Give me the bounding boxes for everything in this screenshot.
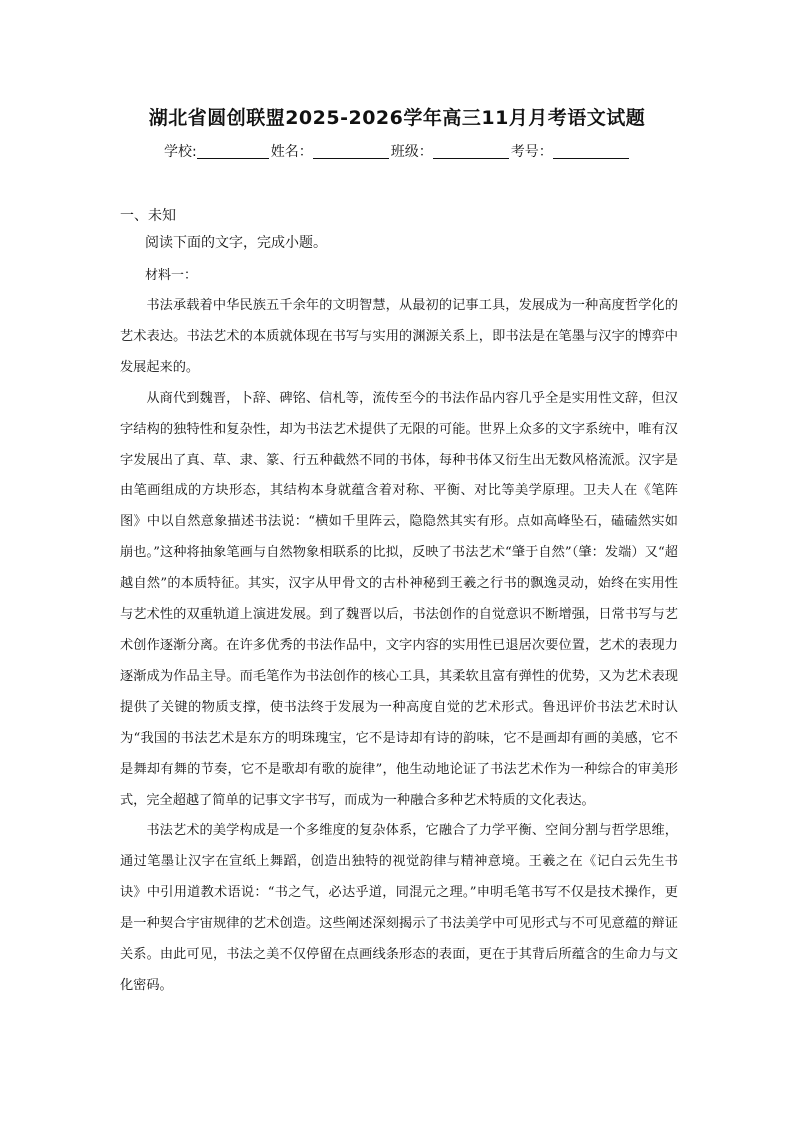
passage-paragraph: 从商代到魏晋，卜辞、碑铭、信札等，流传至今的书法作品内容几乎全是实用性文辞，但汉字结构的独特性和复杂性，却为书法艺术提供了无限的可能。世界上众多的文字系统中，唯有汉字发展出了真、草、隶、篆、行五种截然不同的书体，每种书体又衍生出无数风格流派。汉字是由笔画组成的方块形态，其结构本身就蕴含着对称、平衡、对比等美学原理。卫夫人在《笔阵图》中以自然意象描述书法说：“横如千里阵云，隐隐然其实有形。点如高峰坠石，磕磕然实如崩也。”这种将抽象笔画与自然物象相联系的比拟，反映了书法艺术“肇于自然”（肇：发端）又“超越自然”的本质特征。其实，汉字从甲骨文的古朴神秘到王羲之行书的飘逸灵动，始终在实用性与艺术性的双重轨道上演进发展。到了魏晋以后，书法创作的自觉意识不断增强，日常书写与艺术创作逐渐分离。在许多优秀的书法作品中，文字内容的实用性已退居次要位置，艺术的表现力逐渐成为作品主导。而毛笔作为书法创作的核心工具，其柔软且富有弹性的优势，又为艺术表现提供了关键的物质支撑，使书法终于发展为一种高度自觉的艺术形式。鲁迅评价书法艺术时认为“我国的书法艺术是东方的明珠瑰宝，它不是诗却有诗的韵味，它不是画却有画的美感，它不是舞却有舞的节奏，它不是歌却有歌的旋律”，他生动地论证了书法艺术作为一种综合的审美形式，完全超越了简单的记事文字书写，而成为一种融合多种艺术特质的文化表达。 bbox=[120, 390, 678, 808]
name-label: 姓名： bbox=[270, 144, 313, 160]
material-label: 材料一： bbox=[145, 268, 198, 283]
school-label: 学校: bbox=[164, 144, 197, 160]
class-blank[interactable] bbox=[433, 144, 509, 159]
passage-paragraph: 书法承载着中华民族五千余年的文明智慧，从最初的记事工具，发展成为一种高度哲学化的艺术表达。书法艺术的本质就体现在书写与实用的渊源关系上，即书法是在笔墨与汉字的博弈中发展起来的。 bbox=[120, 298, 678, 375]
student-info-line bbox=[164, 141, 631, 161]
school-blank[interactable] bbox=[197, 144, 269, 159]
exam-number-label: 考号： bbox=[510, 144, 553, 160]
exam-number-blank[interactable] bbox=[553, 144, 629, 159]
class-label: 班级： bbox=[390, 144, 433, 160]
reading-passage bbox=[120, 291, 678, 1002]
name-blank[interactable] bbox=[313, 144, 389, 159]
exam-title: 湖北省圆创联盟2025-2026学年高三11月月考语文试题 bbox=[148, 107, 646, 129]
reading-instruction: 阅读下面的文字，完成小题。 bbox=[145, 235, 327, 251]
section-heading: 一、未知 bbox=[120, 208, 176, 224]
passage-paragraph: 书法艺术的美学构成是一个多维度的复杂体系，它融合了力学平衡、空间分割与哲学思维，通过笔墨让汉字在宣纸上舞蹈，创造出独特的视觉韵律与精神意境。王羲之在《记白云先生书诀》中引用道教术语说：“书之气，必达乎道，同混元之理。”申明毛笔书写不仅是技术操作，更是一种契合宇宙规律的艺术创造。这些阐述深刻揭示了书法美学中可见形式与不可见意蕴的辩证关系。由此可见，书法之美不仅停留在点画线条形态的表面，更在于其背后所蕴含的生命力与文化密码。 bbox=[120, 823, 678, 993]
